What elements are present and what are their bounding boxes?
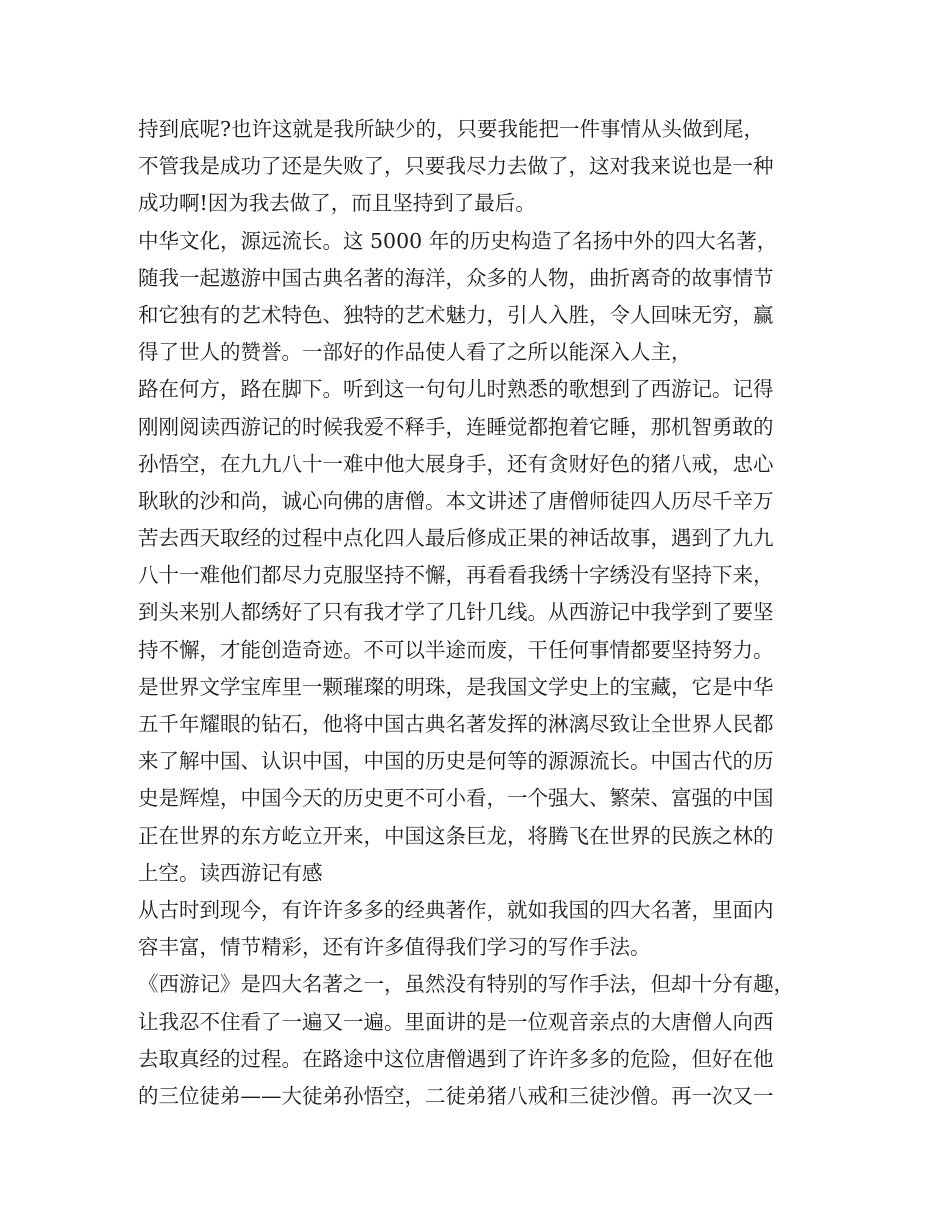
- text-line: 正在世界的东方屹立开来，中国这条巨龙，将腾飞在世界的民族之林的: [138, 823, 774, 848]
- text-line: 从古时到现今，有许许多多的经典著作，就如我国的四大名著，里面内: [138, 897, 774, 922]
- text-line: 和它独有的艺术特色、独特的艺术魅力，引人入胜，令人回味无穷，赢: [138, 302, 774, 327]
- text-line: 五千年耀眼的钻石，他将中国古典名著发挥的淋漓尽致让全世界人民都: [138, 712, 774, 736]
- text-line: 来了解中国、认识中国，中国的历史是何等的源源流长。中国古代的历: [138, 749, 774, 774]
- text-line: 耿耿的沙和尚，诚心向佛的唐僧。本文讲述了唐僧师徒四人历尽千辛万: [138, 488, 774, 513]
- text-line: 让我忍不住看了一遍又一遍。里面讲的是一位观音亲点的大唐僧人向西: [138, 1009, 774, 1034]
- text-line: 《西游记》是四大名著之一，虽然没有特别的写作手法，但却十分有趣，: [138, 972, 794, 997]
- text-line: 持不懈，才能创造奇迹。不可以半途而废，干任何事情都要坚持努力。: [138, 637, 774, 662]
- text-line: 史是辉煌，中国今天的历史更不可小看，一个强大、繁荣、富强的中国: [138, 786, 774, 811]
- document-body: [138, 111, 828, 1115]
- text-line: 持到底呢?也许这就是我所缺少的，只要我能把一件事情从头做到尾，: [138, 117, 764, 141]
- text-line: 苦去西天取经的过程中点化四人最后修成正果的神话故事，遇到了九九: [138, 526, 774, 551]
- text-line: 随我一起遨游中国古典名著的海洋，众多的人物，曲折离奇的故事情节: [138, 265, 774, 290]
- text-line: 是世界文学宝库里一颗璀璨的明珠，是我国文学史上的宝藏，它是中华: [138, 674, 774, 699]
- text-line: 路在何方，路在脚下。听到这一句句儿时熟悉的歌想到了西游记。记得: [138, 377, 774, 402]
- text-line: 八十一难他们都尽力克服坚持不懈，再看看我绣十字绣没有坚持下来，: [138, 563, 774, 588]
- text-line: 的三位徒弟——大徒弟孙悟空，二徒弟猪八戒和三徒沙僧。再一次又一: [138, 1083, 774, 1108]
- text-line: 容丰富，情节精彩，还有许多值得我们学习的写作手法。: [138, 935, 651, 960]
- text-line: 上空。读西游记有感: [138, 860, 323, 885]
- text-line: 刚刚阅读西游记的时候我爱不释手，连睡觉都抱着它睡，那机智勇敢的: [138, 414, 774, 439]
- text-line: 得了世人的赞誉。一部好的作品使人看了之所以能深入人主，: [138, 340, 692, 365]
- text-line: 不管我是成功了还是失败了，只要我尽力去做了，这对我来说也是一种: [138, 154, 774, 179]
- text-line: 到头来别人都绣好了只有我才学了几针几线。从西游记中我学到了要坚: [138, 600, 774, 625]
- text-line: 孙悟空，在九九八十一难中他大展身手，还有贪财好色的猪八戒，忠心: [138, 451, 774, 476]
- text-line: 去取真经的过程。在路途中这位唐僧遇到了许许多多的危险，但好在他: [138, 1046, 774, 1071]
- text-line: 中华文化，源远流长。这 5000 年的历史构造了名扬中外的四大名著，: [138, 228, 778, 253]
- text-line: 成功啊!因为我去做了，而且坚持到了最后。: [138, 191, 536, 216]
